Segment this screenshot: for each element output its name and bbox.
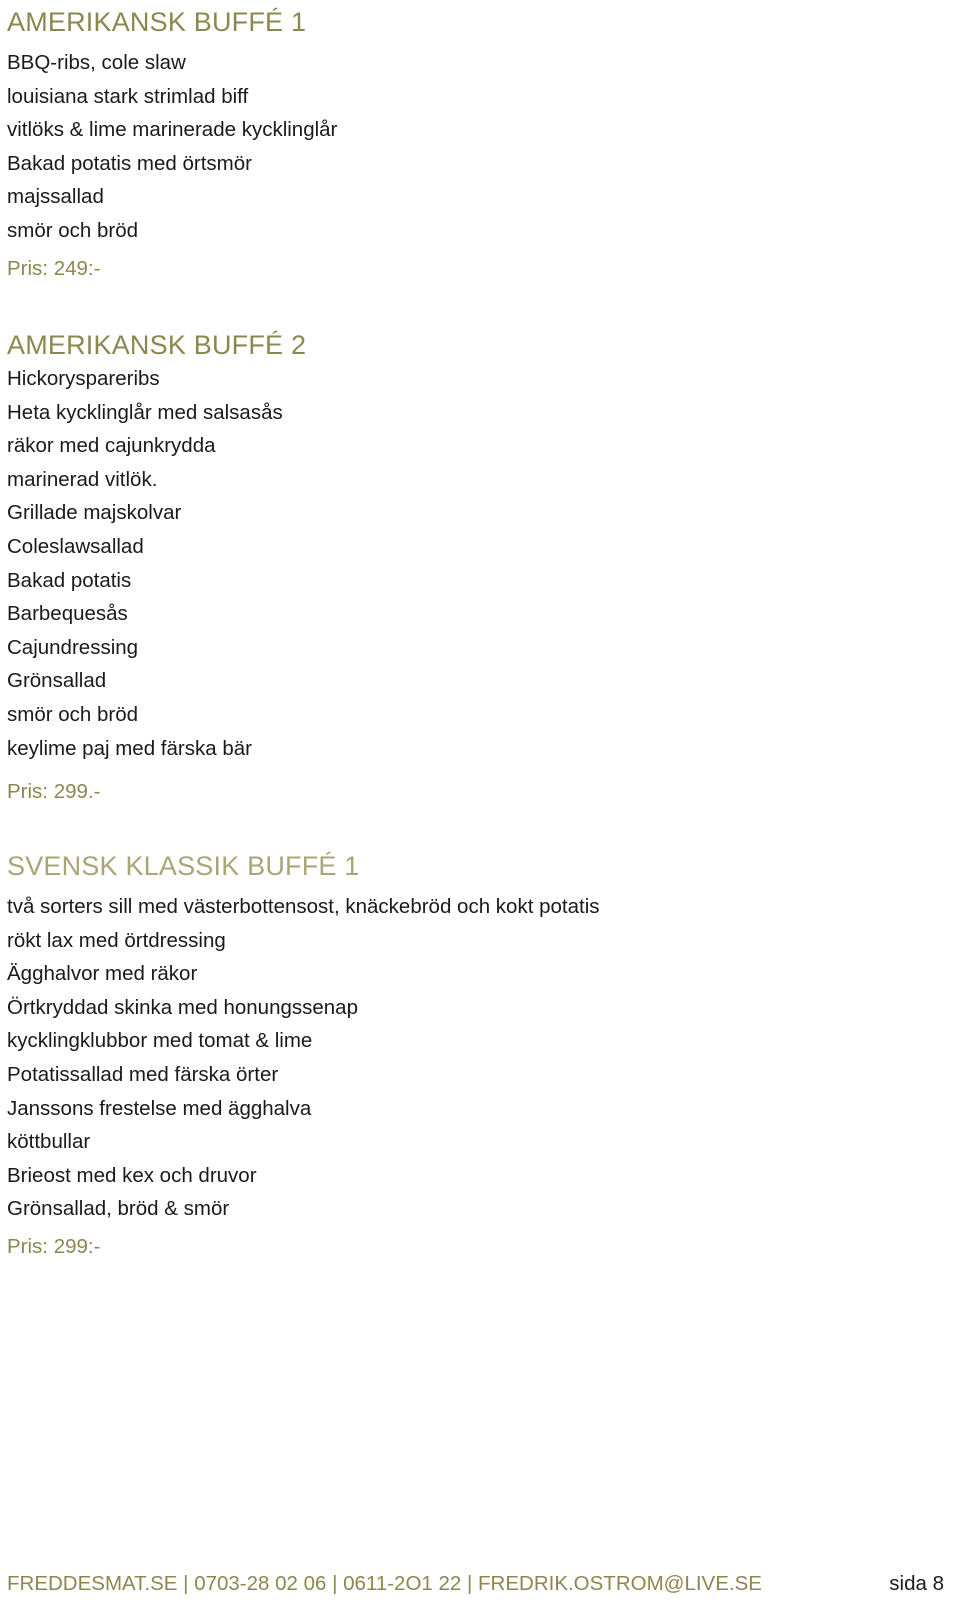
menu-item: Hickoryspareribs bbox=[7, 367, 160, 390]
menu-item: majssallad bbox=[7, 185, 104, 209]
menu-item: louisiana stark strimlad biff bbox=[7, 84, 249, 108]
menu-item-list bbox=[7, 362, 940, 765]
menu-item: köttbullar bbox=[7, 1130, 91, 1154]
menu-item: Barbequesås bbox=[7, 602, 128, 626]
footer-contact-info: FREDDESMAT.SE | 0703-28 02 06 | 0611-2O1 22 | FREDRIK.OSTROM@LIVE.SE bbox=[7, 1572, 762, 1595]
menu-item: Örtkryddad skinka med honungssenap bbox=[7, 995, 358, 1019]
section-price: Pris: 299:- bbox=[7, 1234, 101, 1258]
menu-item: Grönsallad, bröd & smör bbox=[7, 1197, 230, 1221]
menu-item: keylime paj med färska bär bbox=[7, 736, 252, 760]
menu-item: BBQ-ribs, cole slaw bbox=[7, 51, 186, 74]
menu-item-list bbox=[7, 46, 940, 248]
menu-item: Ägghalvor med räkor bbox=[7, 962, 198, 986]
menu-section-american-buffet-2 bbox=[7, 328, 940, 807]
menu-item: rökt lax med örtdressing bbox=[7, 928, 226, 952]
menu-item: Janssons frestelse med ägghalva bbox=[7, 1096, 312, 1120]
section-price: Pris: 299.- bbox=[7, 780, 101, 804]
menu-item: Bakad potatis bbox=[7, 568, 132, 592]
menu-item: Grillade majskolvar bbox=[7, 501, 182, 525]
section-price: Pris: 249:- bbox=[7, 256, 101, 280]
menu-item: Coleslawsallad bbox=[7, 534, 144, 558]
menu-item: två sorters sill med västerbottensost, knäckebröd och kokt potatis bbox=[7, 895, 600, 918]
menu-section-swedish-classic-buffet-1 bbox=[7, 849, 940, 1262]
menu-item: vitlöks & lime marinerade kycklinglår bbox=[7, 118, 338, 142]
page-number: sida 8 bbox=[889, 1572, 944, 1595]
menu-item: Potatissallad med färska örter bbox=[7, 1062, 279, 1086]
menu-item: Heta kycklinglår med salsasås bbox=[7, 400, 283, 424]
page-footer bbox=[7, 1569, 944, 1599]
section-title: AMERIKANSK BUFFÉ 2 bbox=[7, 330, 307, 360]
section-title: SVENSK KLASSIK BUFFÉ 1 bbox=[7, 851, 360, 881]
section-title: AMERIKANSK BUFFÉ 1 bbox=[7, 7, 307, 37]
menu-item: smör och bröd bbox=[7, 702, 139, 726]
menu-item: Brieost med kex och druvor bbox=[7, 1163, 257, 1187]
menu-item: Bakad potatis med örtsmör bbox=[7, 151, 252, 175]
menu-item: räkor med cajunkrydda bbox=[7, 434, 216, 458]
menu-item: Grönsallad bbox=[7, 669, 107, 693]
menu-item-list bbox=[7, 890, 940, 1226]
menu-item: Cajundressing bbox=[7, 635, 139, 659]
menu-item: marinerad vitlök. bbox=[7, 467, 158, 491]
menu-section-american-buffet-1 bbox=[7, 5, 940, 284]
menu-item: kycklingklubbor med tomat & lime bbox=[7, 1029, 313, 1053]
menu-item: smör och bröd bbox=[7, 218, 139, 242]
